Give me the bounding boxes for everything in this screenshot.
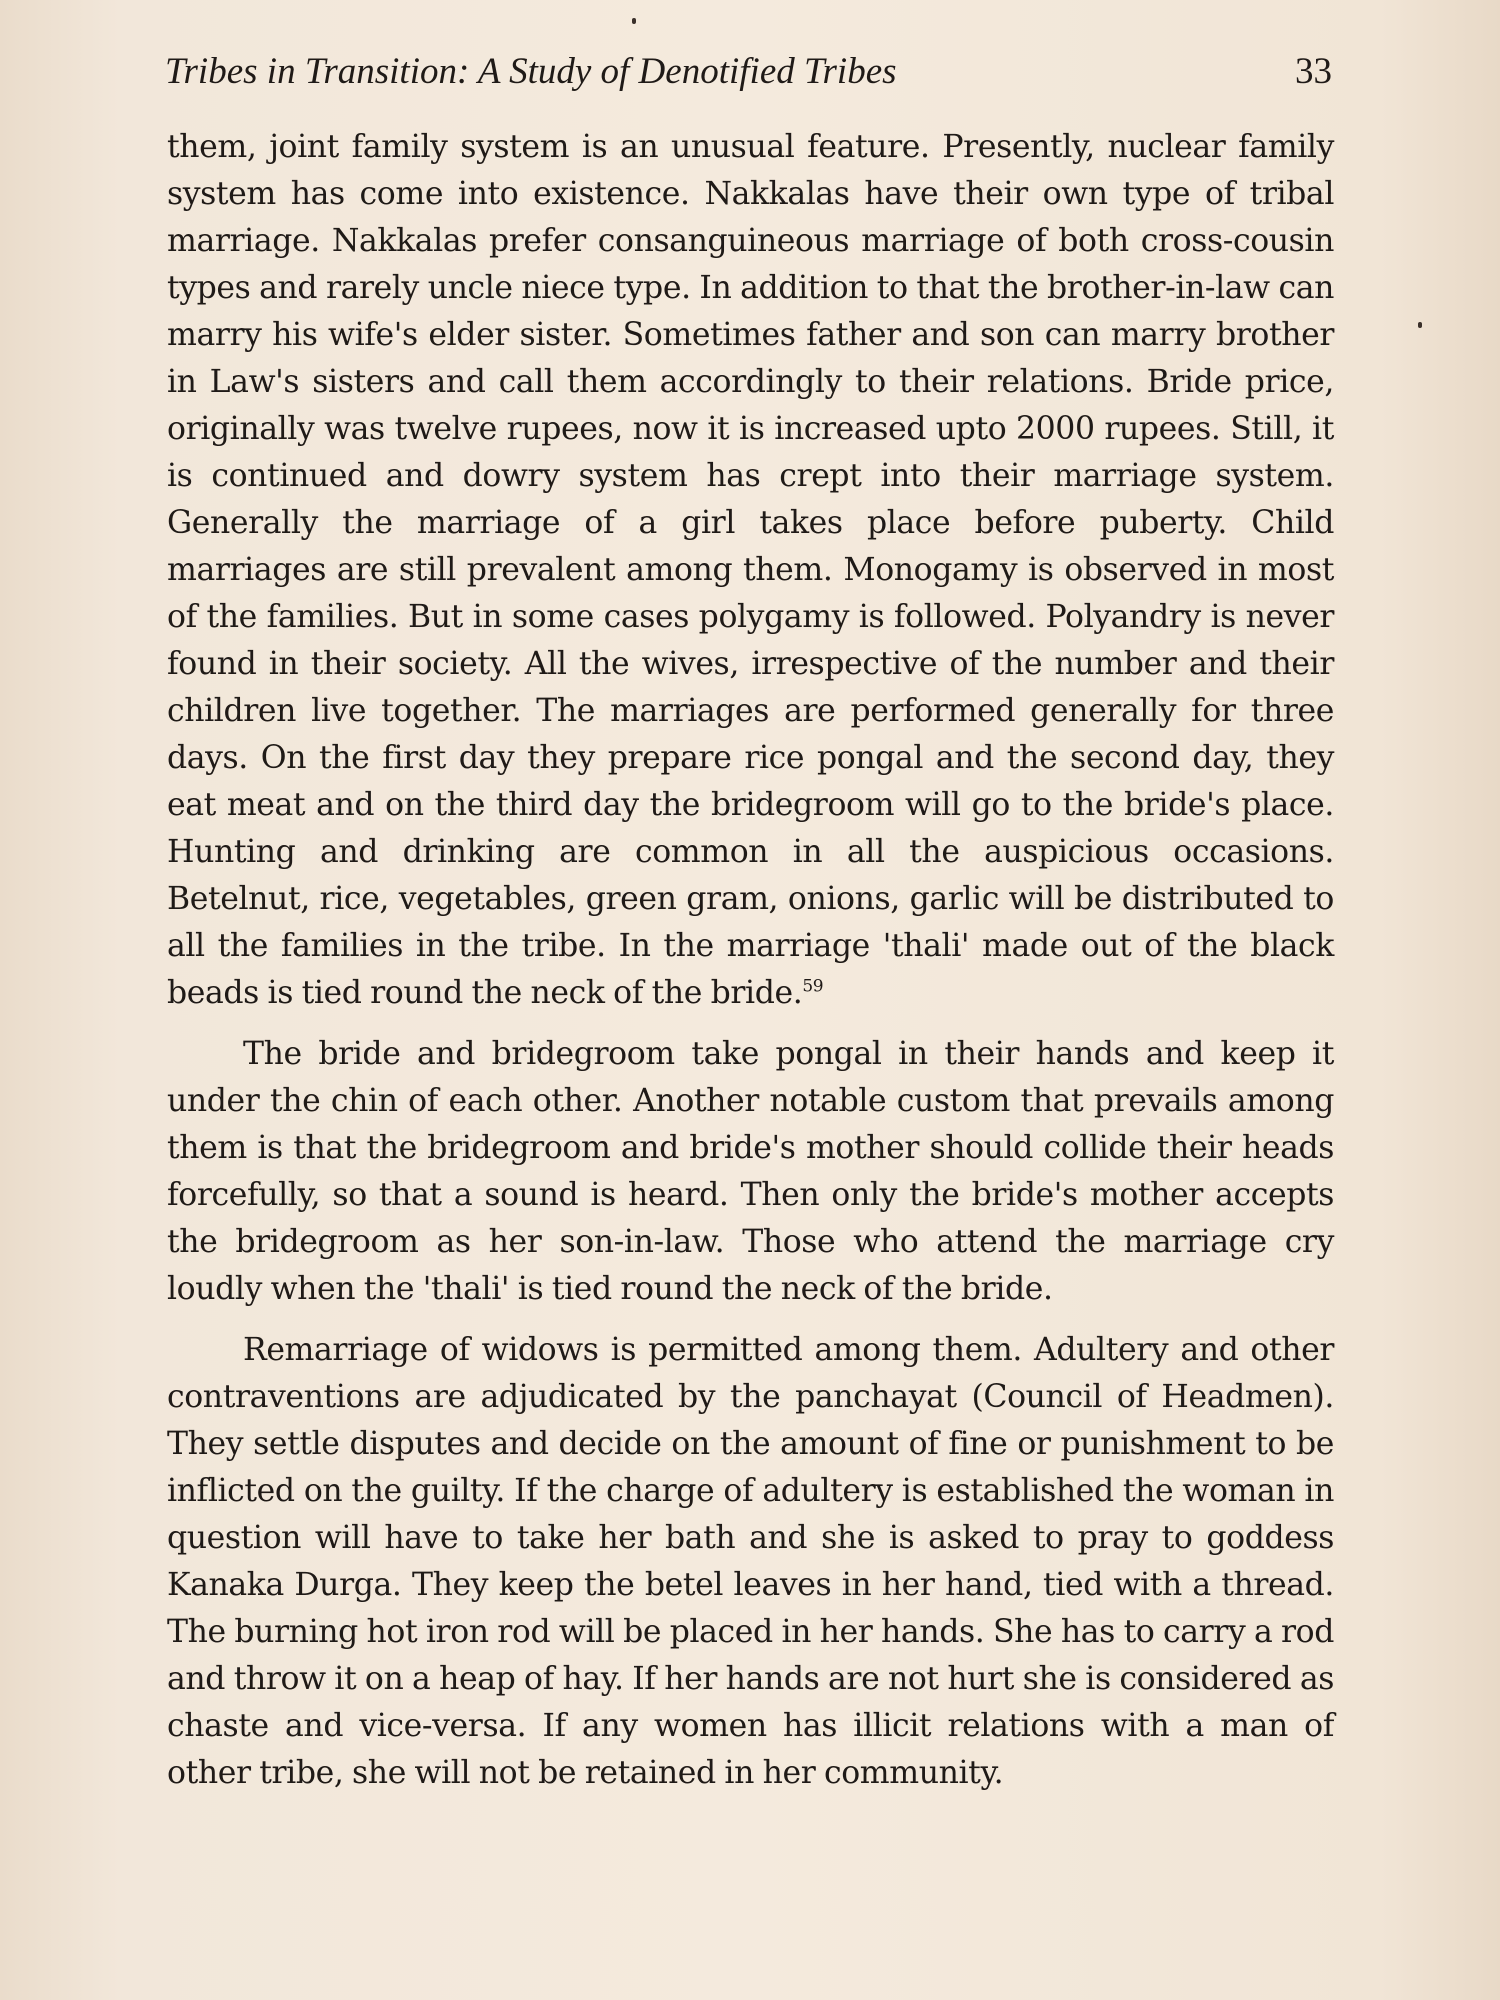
page-number: 33 xyxy=(1295,51,1332,92)
body-text xyxy=(167,124,1334,1797)
paragraph-text: them, joint family system is an unusual feature. Presently, nuclear family system has come into existence. Nakkalas have their own type of tribal marriage. Nakkalas prefer consanguineous marriage of both cross-cousin types and rarely uncle niece type. In addition to that the brother-in-law can marry his wife's elder sister. Sometimes father and son can marry brother in Law's sisters and call them accordingly to their relations. Bride price, originally was twelve rupees, now it is increased upto 2000 rupees. Still, it is continued and dowry system has crept into their marriage system. Generally the marriage of a girl takes place before puberty. Child marriages are still prevalent among them. Monogamy is observed in most of the families. But in some cases polygamy is followed. Polyandry is never found in their society. All the wives, irrespective of the number and their children live together. The marriages are performed generally for three days. On the first day they prepare rice pongal and the second day, they eat meat and on the third day the bridegroom will go to the bride's place. Hunting and drinking are common in all the auspicious occasions. Betelnut, rice, vegetables, green gram, onions, garlic will be distributed to all the families in the tribe. In the marriage 'thali' made out of the black beads is tied round the neck of the bride. xyxy=(167,129,1334,1011)
print-speck xyxy=(1418,322,1422,328)
paragraph-continued xyxy=(167,124,1334,1017)
running-header xyxy=(165,50,1332,100)
paragraph-remarriage-adultery: Remarriage of widows is permitted among them. Adultery and other contraventions are adjudicated by the panchayat (Council of Headmen). They settle disputes and decide on the amount of fine or punishment to be inflicted on the guilty. If the charge of adultery is established the woman in question will have to take her bath and she is asked to pray to goddess Kanaka Durga. They keep the betel leaves in her hand, tied with a thread. The burning hot iron rod will be placed in her hands. She has to carry a rod and throw it on a heap of hay. If her hands are not hurt she is considered as chaste and vice-versa. If any women has illicit relations with a man of other tribe, she will not be retained in her community. xyxy=(167,1332,1334,1791)
paragraph-marriage-customs: The bride and bridegroom take pongal in their hands and keep it under the chin of each other. Another notable custom that prevails among them is that the bridegroom and bride's mother should collide their heads forcefully, so that a sound is heard. Then only the bride's mother accepts the bridegroom as her son-in-law. Those who attend the marriage cry loudly when the 'thali' is tied round the neck of the bride. xyxy=(167,1036,1334,1307)
footnote-reference: 59 xyxy=(802,976,824,997)
print-speck xyxy=(632,18,636,24)
running-title: Tribes in Transition: A Study of Denotified Tribes xyxy=(165,51,897,92)
